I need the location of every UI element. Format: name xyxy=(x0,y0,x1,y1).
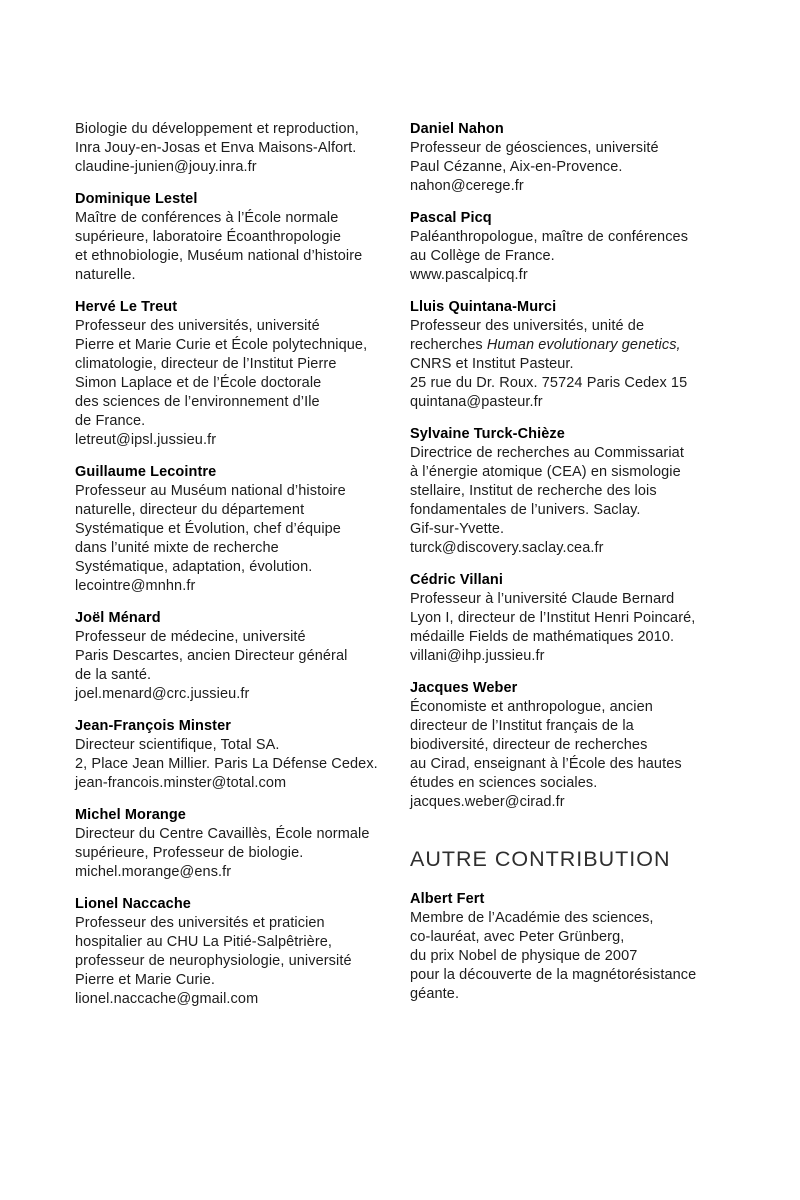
contributor-entry xyxy=(410,571,750,666)
description-line: Pierre et Marie Curie et École polytechnique, xyxy=(75,337,368,353)
contributor-description xyxy=(75,825,397,882)
description-line: et ethnobiologie, Muséum national d’histoire xyxy=(75,248,363,264)
description-line: Paul Cézanne, Aix-en-Provence. xyxy=(410,159,623,175)
contributor-name: Lluis Quintana-Murci xyxy=(410,299,557,315)
contributor-description xyxy=(410,909,750,1004)
description-line: lionel.naccache@gmail.com xyxy=(75,991,259,1007)
contributor-entry xyxy=(75,120,397,177)
description-line: michel.morange@ens.fr xyxy=(75,864,232,880)
contributor-name: Dominique Lestel xyxy=(75,191,198,207)
description-line: Directrice de recherches au Commissariat xyxy=(410,445,684,461)
description-line: Professeur au Muséum national d’histoire xyxy=(75,483,346,499)
contributor-name: Michel Morange xyxy=(75,807,186,823)
contributor-name: Hervé Le Treut xyxy=(75,299,178,315)
contributor-description xyxy=(410,444,750,558)
description-line: professeur de neurophysiologie, université xyxy=(75,953,352,969)
contributor-description xyxy=(410,317,750,412)
description-line: naturelle. xyxy=(75,267,136,283)
description-line: Inra Jouy-en-Josas et Enva Maisons-Alfort. xyxy=(75,140,357,156)
description-line: climatologie, directeur de l’Institut Pierre xyxy=(75,356,337,372)
description-line: co-lauréat, avec Peter Grünberg, xyxy=(410,929,625,945)
description-line: naturelle, directeur du département xyxy=(75,502,305,518)
description-line: www.pascalpicq.fr xyxy=(410,267,528,283)
description-line: pour la découverte de la magnétorésistance xyxy=(410,967,697,983)
description-line: fondamentales de l’univers. Saclay. xyxy=(410,502,641,518)
description-line: nahon@cerege.fr xyxy=(410,178,524,194)
description-line: villani@ihp.jussieu.fr xyxy=(410,648,545,664)
contributor-name: Pascal Picq xyxy=(410,210,492,226)
description-line: Directeur du Centre Cavaillès, École normale xyxy=(75,826,370,842)
description-line: de France. xyxy=(75,413,146,429)
contributor-name: Sylvaine Turck-Chièze xyxy=(410,426,565,442)
contributor-entry xyxy=(75,895,397,1009)
contributor-entry xyxy=(410,120,750,196)
description-line: Professeur de médecine, université xyxy=(75,629,306,645)
description-line: Maître de conférences à l’École normale xyxy=(75,210,339,226)
contributor-name: Lionel Naccache xyxy=(75,896,191,912)
description-line: Professeur de géosciences, université xyxy=(410,140,659,156)
contributor-name: Jacques Weber xyxy=(410,680,518,696)
description-line: de la santé. xyxy=(75,667,152,683)
contributor-description xyxy=(75,628,397,704)
description-line: 2, Place Jean Millier. Paris La Défense Cedex. xyxy=(75,756,378,772)
description-line: claudine-junien@jouy.inra.fr xyxy=(75,159,257,175)
description-line: Simon Laplace et de l’École doctorale xyxy=(75,375,322,391)
contributor-entry xyxy=(410,425,750,558)
description-line: recherches Human evolutionary genetics, xyxy=(410,337,681,353)
description-line: joel.menard@crc.jussieu.fr xyxy=(75,686,250,702)
description-line: hospitalier au CHU La Pitié-Salpêtrière, xyxy=(75,934,333,950)
contributor-description xyxy=(410,590,750,666)
column-right xyxy=(410,120,750,1017)
description-line: lecointre@mnhn.fr xyxy=(75,578,196,594)
contributor-name: Joël Ménard xyxy=(75,610,161,626)
contributor-entry xyxy=(75,190,397,285)
contributor-entry xyxy=(75,717,397,793)
contributor-name: Daniel Nahon xyxy=(410,121,504,137)
contributor-entry xyxy=(410,679,750,812)
description-line: au Collège de France. xyxy=(410,248,555,264)
description-line: biodiversité, directeur de recherches xyxy=(410,737,648,753)
description-line: Membre de l’Académie des sciences, xyxy=(410,910,654,926)
description-line: supérieure, laboratoire Écoanthropologie xyxy=(75,229,341,245)
contributor-description xyxy=(75,482,397,596)
description-line: CNRS et Institut Pasteur. xyxy=(410,356,574,372)
description-line: Professeur des universités, université xyxy=(75,318,320,334)
contributor-description xyxy=(75,914,397,1009)
column-left xyxy=(75,120,397,1022)
description-line: géante. xyxy=(410,986,460,1002)
contributor-name: Jean-François Minster xyxy=(75,718,232,734)
description-line: Paléanthropologue, maître de conférences xyxy=(410,229,689,245)
description-line: Professeur des universités, unité de xyxy=(410,318,645,334)
description-line: dans l’unité mixte de recherche xyxy=(75,540,279,556)
contributor-entry xyxy=(75,609,397,704)
contributor-entry xyxy=(410,209,750,285)
description-line: directeur de l’Institut français de la xyxy=(410,718,634,734)
description-line: médaille Fields de mathématiques 2010. xyxy=(410,629,675,645)
contributor-description xyxy=(75,317,397,450)
description-line: supérieure, Professeur de biologie. xyxy=(75,845,304,861)
description-line: Professeur à l’université Claude Bernard xyxy=(410,591,675,607)
description-line: Pierre et Marie Curie. xyxy=(75,972,215,988)
description-line: du prix Nobel de physique de 2007 xyxy=(410,948,638,964)
description-line: Professeur des universités et praticien xyxy=(75,915,325,931)
description-line: Systématique, adaptation, évolution. xyxy=(75,559,313,575)
description-line: Gif-sur-Yvette. xyxy=(410,521,505,537)
contributor-name: Albert Fert xyxy=(410,891,485,907)
description-line: Économiste et anthropologue, ancien xyxy=(410,699,653,715)
description-line: Paris Descartes, ancien Directeur général xyxy=(75,648,348,664)
description-line: 25 rue du Dr. Roux. 75724 Paris Cedex 15 xyxy=(410,375,688,391)
description-line: turck@discovery.saclay.cea.fr xyxy=(410,540,604,556)
description-line: jean-francois.minster@total.com xyxy=(75,775,287,791)
contributor-description xyxy=(75,120,397,177)
description-line: quintana@pasteur.fr xyxy=(410,394,543,410)
description-line: des sciences de l’environnement d’Ile xyxy=(75,394,320,410)
contributor-entry xyxy=(410,298,750,412)
description-line: études en sciences sociales. xyxy=(410,775,598,791)
contributor-entry xyxy=(75,463,397,596)
contributor-description xyxy=(410,698,750,812)
contributor-entry xyxy=(75,806,397,882)
description-line: Directeur scientifique, Total SA. xyxy=(75,737,280,753)
description-line: à l’énergie atomique (CEA) en sismologie xyxy=(410,464,681,480)
description-line: Lyon I, directeur de l’Institut Henri Poincaré, xyxy=(410,610,696,626)
contributor-description xyxy=(410,228,750,285)
description-line: letreut@ipsl.jussieu.fr xyxy=(75,432,217,448)
section-heading: AUTRE CONTRIBUTION xyxy=(410,847,671,871)
description-line: Systématique et Évolution, chef d’équipe xyxy=(75,521,341,537)
contributor-description xyxy=(410,139,750,196)
contributor-description xyxy=(75,209,397,285)
contributor-entry xyxy=(75,298,397,450)
contributor-description xyxy=(75,736,397,793)
contributor-entry xyxy=(410,890,750,1004)
description-line: au Cirad, enseignant à l’École des hautes xyxy=(410,756,682,772)
contributor-name: Guillaume Lecointre xyxy=(75,464,217,480)
contributor-name: Cédric Villani xyxy=(410,572,504,588)
description-line: jacques.weber@cirad.fr xyxy=(410,794,565,810)
description-line: stellaire, Institut de recherche des lois xyxy=(410,483,657,499)
description-line: Biologie du développement et reproduction, xyxy=(75,121,359,137)
